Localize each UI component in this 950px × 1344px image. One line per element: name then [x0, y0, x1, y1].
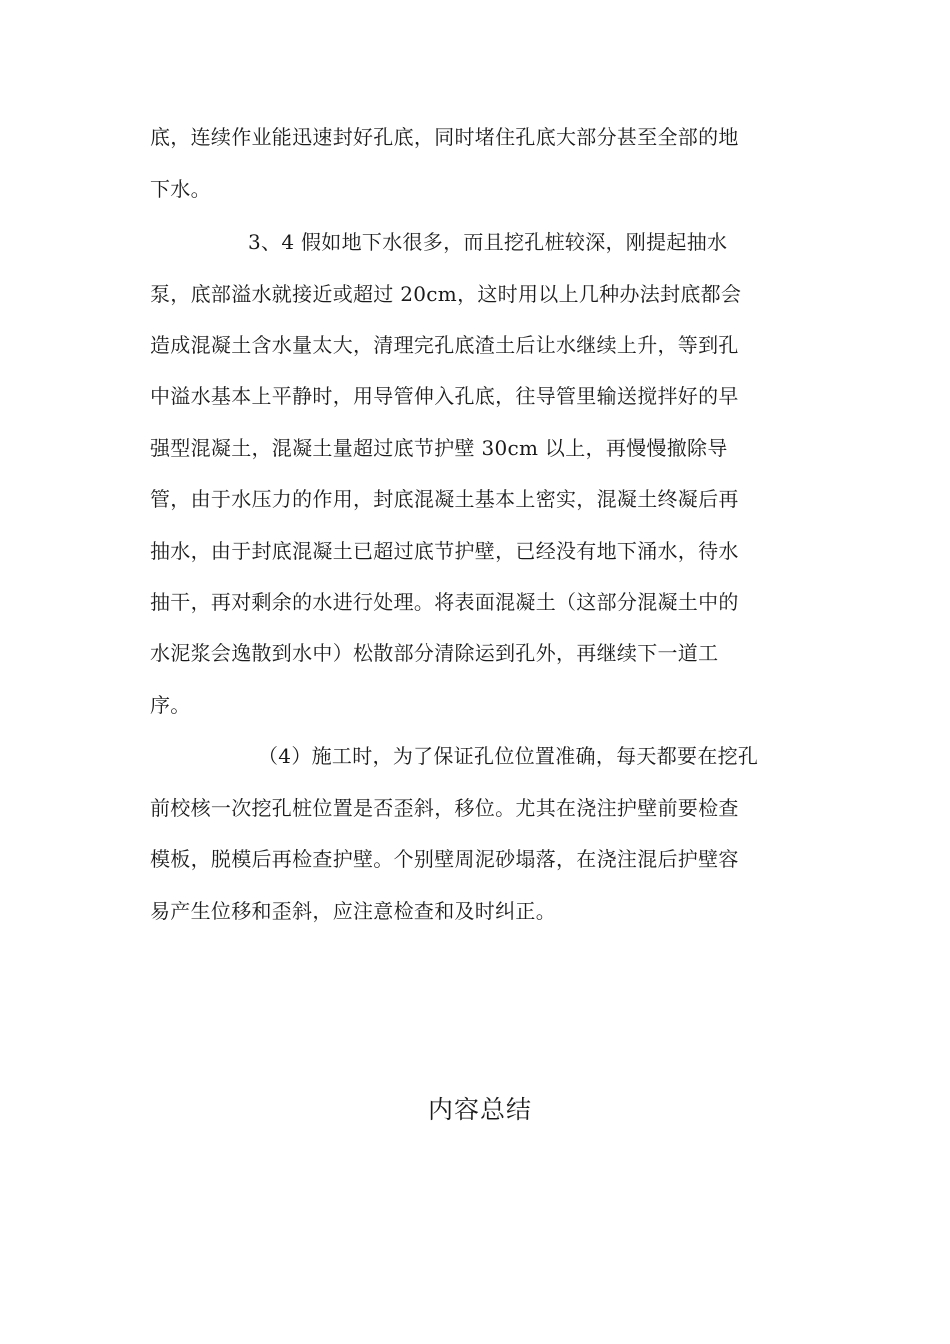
paragraph-line: 造成混凝土含水量太大，清理完孔底渣土后让水继续上升，等到孔 — [150, 333, 739, 357]
paragraph-line: 序。 — [150, 693, 191, 717]
paragraph-line: （4）施工时，为了保证孔位位置准确，每天都要在挖孔 — [258, 744, 759, 768]
paragraph-line: 管，由于水压力的作用，封底混凝土基本上密实，混凝土终凝后再 — [150, 487, 739, 511]
paragraph-line: 泵，底部溢水就接近或超过 20cm，这时用以上几种办法封底都会 — [150, 282, 742, 306]
paragraph-line: 强型混凝土，混凝土量超过底节护壁 30cm 以上，再慢慢撤除导 — [150, 436, 728, 460]
paragraph-line: 抽水，由于封底混凝土已超过底节护壁，已经没有地下涌水，待水 — [150, 539, 739, 563]
paragraph-line: 易产生位移和歪斜，应注意检查和及时纠正。 — [150, 899, 556, 923]
paragraph-line: 3、4 假如地下水很多，而且挖孔桩较深，刚提起抽水 — [248, 230, 728, 254]
paragraph-line: 底，连续作业能迅速封好孔底，同时堵住孔底大部分甚至全部的地 — [150, 125, 739, 149]
paragraph-line: 中溢水基本上平静时，用导管伸入孔底，往导管里输送搅拌好的早 — [150, 384, 739, 408]
paragraph-line: 抽干，再对剩余的水进行处理。将表面混凝土（这部分混凝土中的 — [150, 590, 739, 614]
paragraph-line: 水泥浆会逸散到水中）松散部分清除运到孔外，再继续下一道工 — [150, 641, 719, 665]
paragraph-line: 下水。 — [150, 177, 211, 201]
paragraph-line: 模板，脱模后再检查护壁。个别壁周泥砂塌落，在浇注混后护壁容 — [150, 847, 739, 871]
summary-heading: 内容总结 — [427, 1095, 532, 1124]
paragraph-line: 前校核一次挖孔桩位置是否歪斜，移位。尤其在浇注护壁前要检查 — [150, 796, 739, 820]
